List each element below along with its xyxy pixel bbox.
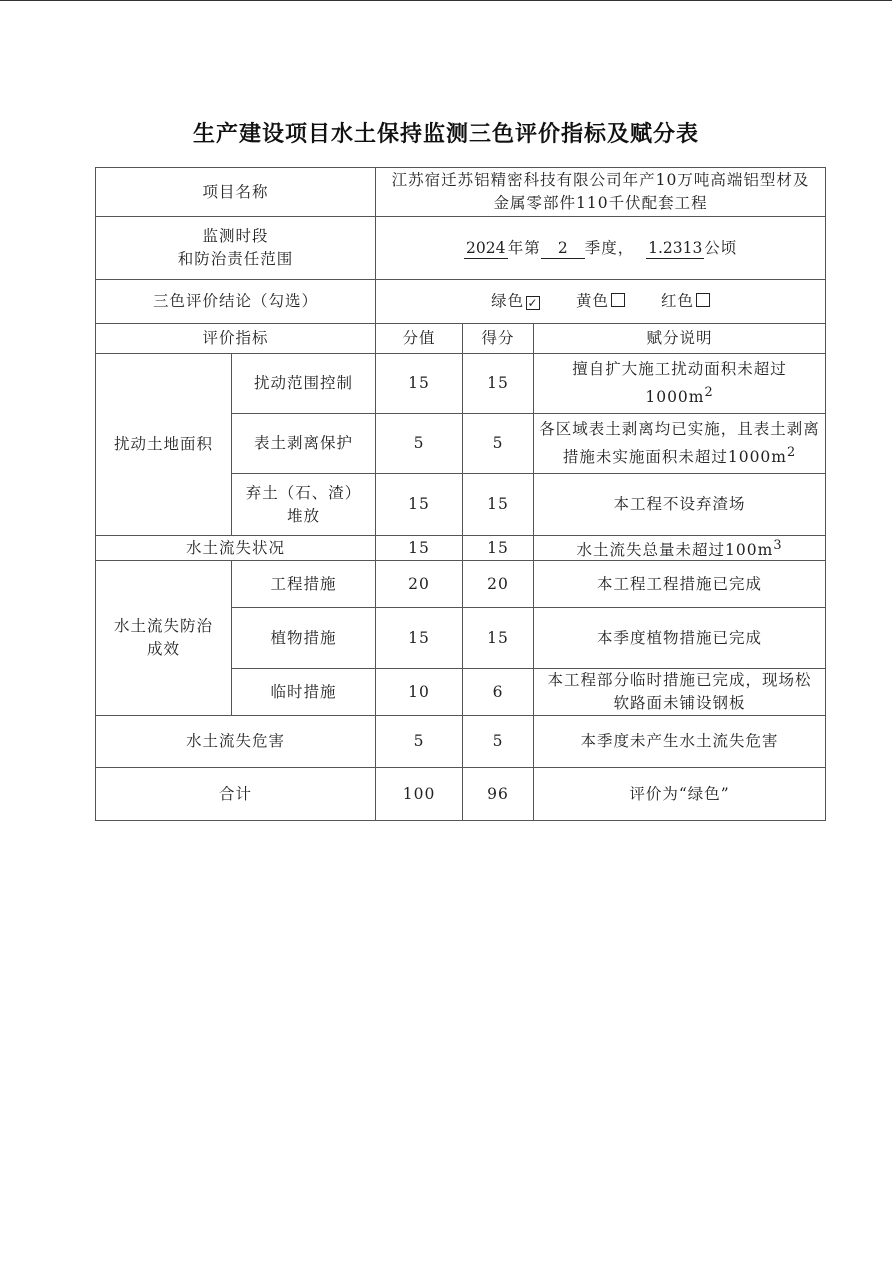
yellow-checkbox[interactable] — [611, 293, 625, 307]
row-note-sup: 3 — [773, 538, 783, 553]
evaluation-table — [95, 167, 826, 821]
row-note: 本工程部分临时措施已完成，现场松软路面未铺设钢板 — [534, 669, 826, 716]
option-red[interactable] — [661, 292, 710, 310]
row-name — [232, 474, 376, 536]
row-note — [534, 536, 826, 561]
row-note: 本季度未产生水土流失危害 — [534, 716, 826, 768]
option-red-label: 红色 — [660, 292, 694, 310]
period-row — [96, 217, 826, 280]
row-score: 15 — [376, 354, 463, 414]
period-label-line1: 监测时段 — [202, 227, 269, 245]
period-label-line2: 和防治责任范围 — [177, 250, 294, 268]
row-earned: 15 — [463, 536, 534, 561]
table-row — [96, 354, 826, 414]
red-checkbox[interactable] — [696, 293, 710, 307]
row-score: 5 — [376, 414, 463, 474]
row-name: 临时措施 — [232, 669, 376, 716]
row-score: 15 — [376, 608, 463, 669]
period-value — [376, 217, 826, 280]
row-earned: 20 — [463, 561, 534, 608]
option-green[interactable] — [491, 292, 540, 310]
group-disturbance: 扰动土地面积 — [96, 354, 232, 536]
row-name: 扰动范围控制 — [232, 354, 376, 414]
green-checkbox[interactable]: ✓ — [527, 296, 539, 310]
row-note: 本工程工程措施已完成 — [534, 561, 826, 608]
project-row — [96, 168, 826, 217]
row-name: 水土流失危害 — [96, 716, 376, 768]
option-yellow-label: 黄色 — [576, 292, 610, 310]
period-quarter: 2 — [541, 239, 585, 259]
row-note-sup: 2 — [787, 444, 797, 460]
row-note — [534, 414, 826, 474]
period-year: 2024 — [464, 239, 508, 259]
page-title: 生产建设项目水土保持监测三色评价指标及赋分表 — [192, 121, 699, 147]
row-earned: 15 — [463, 354, 534, 414]
total-score: 100 — [376, 768, 463, 821]
option-yellow[interactable] — [576, 292, 625, 310]
period-quarter-suffix: 季度， — [584, 238, 635, 257]
header-note: 赋分说明 — [534, 324, 826, 354]
row-note: 本工程不设弃渣场 — [534, 474, 826, 536]
conclusion-options — [376, 280, 826, 324]
row-score: 20 — [376, 561, 463, 608]
row-earned: 6 — [463, 669, 534, 716]
period-area: 1.2313 — [648, 238, 703, 257]
row-score: 5 — [376, 716, 463, 768]
total-earned: 96 — [463, 768, 534, 821]
row-score: 10 — [376, 669, 463, 716]
row-note — [534, 354, 826, 414]
period-year-suffix: 年第 — [507, 238, 541, 257]
row-score: 15 — [376, 536, 463, 561]
total-label: 合计 — [96, 768, 376, 821]
row-name-line1: 弃土（石、渣） — [245, 483, 362, 502]
table-row — [96, 536, 826, 561]
header-earned: 得分 — [463, 324, 534, 354]
period-label — [96, 217, 376, 280]
total-note: 评价为“绿色” — [534, 768, 826, 821]
group-prevention-line2: 成效 — [146, 640, 180, 659]
group-prevention-line1: 水土流失防治 — [113, 617, 213, 636]
option-green-label: 绿色 — [491, 292, 525, 310]
row-note-text: 水土流失总量未超过100m — [576, 541, 774, 560]
row-name: 工程措施 — [232, 561, 376, 608]
row-name: 表土剥离保护 — [232, 414, 376, 474]
row-earned: 15 — [463, 608, 534, 669]
row-score: 15 — [376, 474, 463, 536]
row-name: 植物措施 — [232, 608, 376, 669]
table-row — [96, 561, 826, 608]
table-row — [96, 716, 826, 768]
row-note: 本季度植物措施已完成 — [534, 608, 826, 669]
header-indicator: 评价指标 — [96, 324, 376, 354]
header-score: 分值 — [376, 324, 463, 354]
row-note-text: 擅自扩大施工扰动面积未超过1000m — [572, 359, 787, 407]
row-earned: 5 — [463, 716, 534, 768]
row-name-line2: 堆放 — [287, 506, 321, 525]
conclusion-label: 三色评价结论（勾选） — [96, 280, 376, 324]
total-row — [96, 768, 826, 821]
row-name: 水土流失状况 — [96, 536, 376, 561]
row-earned: 15 — [463, 474, 534, 536]
period-area-unit: 公顷 — [704, 238, 738, 257]
row-note-text: 各区域表土剥离均已实施，且表土剥离措施未实施面积未超过1000m — [539, 419, 820, 467]
project-label: 项目名称 — [96, 168, 376, 217]
row-earned: 5 — [463, 414, 534, 474]
row-note-sup: 2 — [704, 384, 714, 400]
group-prevention — [96, 561, 232, 716]
project-name: 江苏宿迁苏铝精密科技有限公司年产10万吨高端铝型材及金属零部件110千伏配套工程 — [376, 168, 826, 217]
conclusion-row — [96, 280, 826, 324]
header-row — [96, 324, 826, 354]
